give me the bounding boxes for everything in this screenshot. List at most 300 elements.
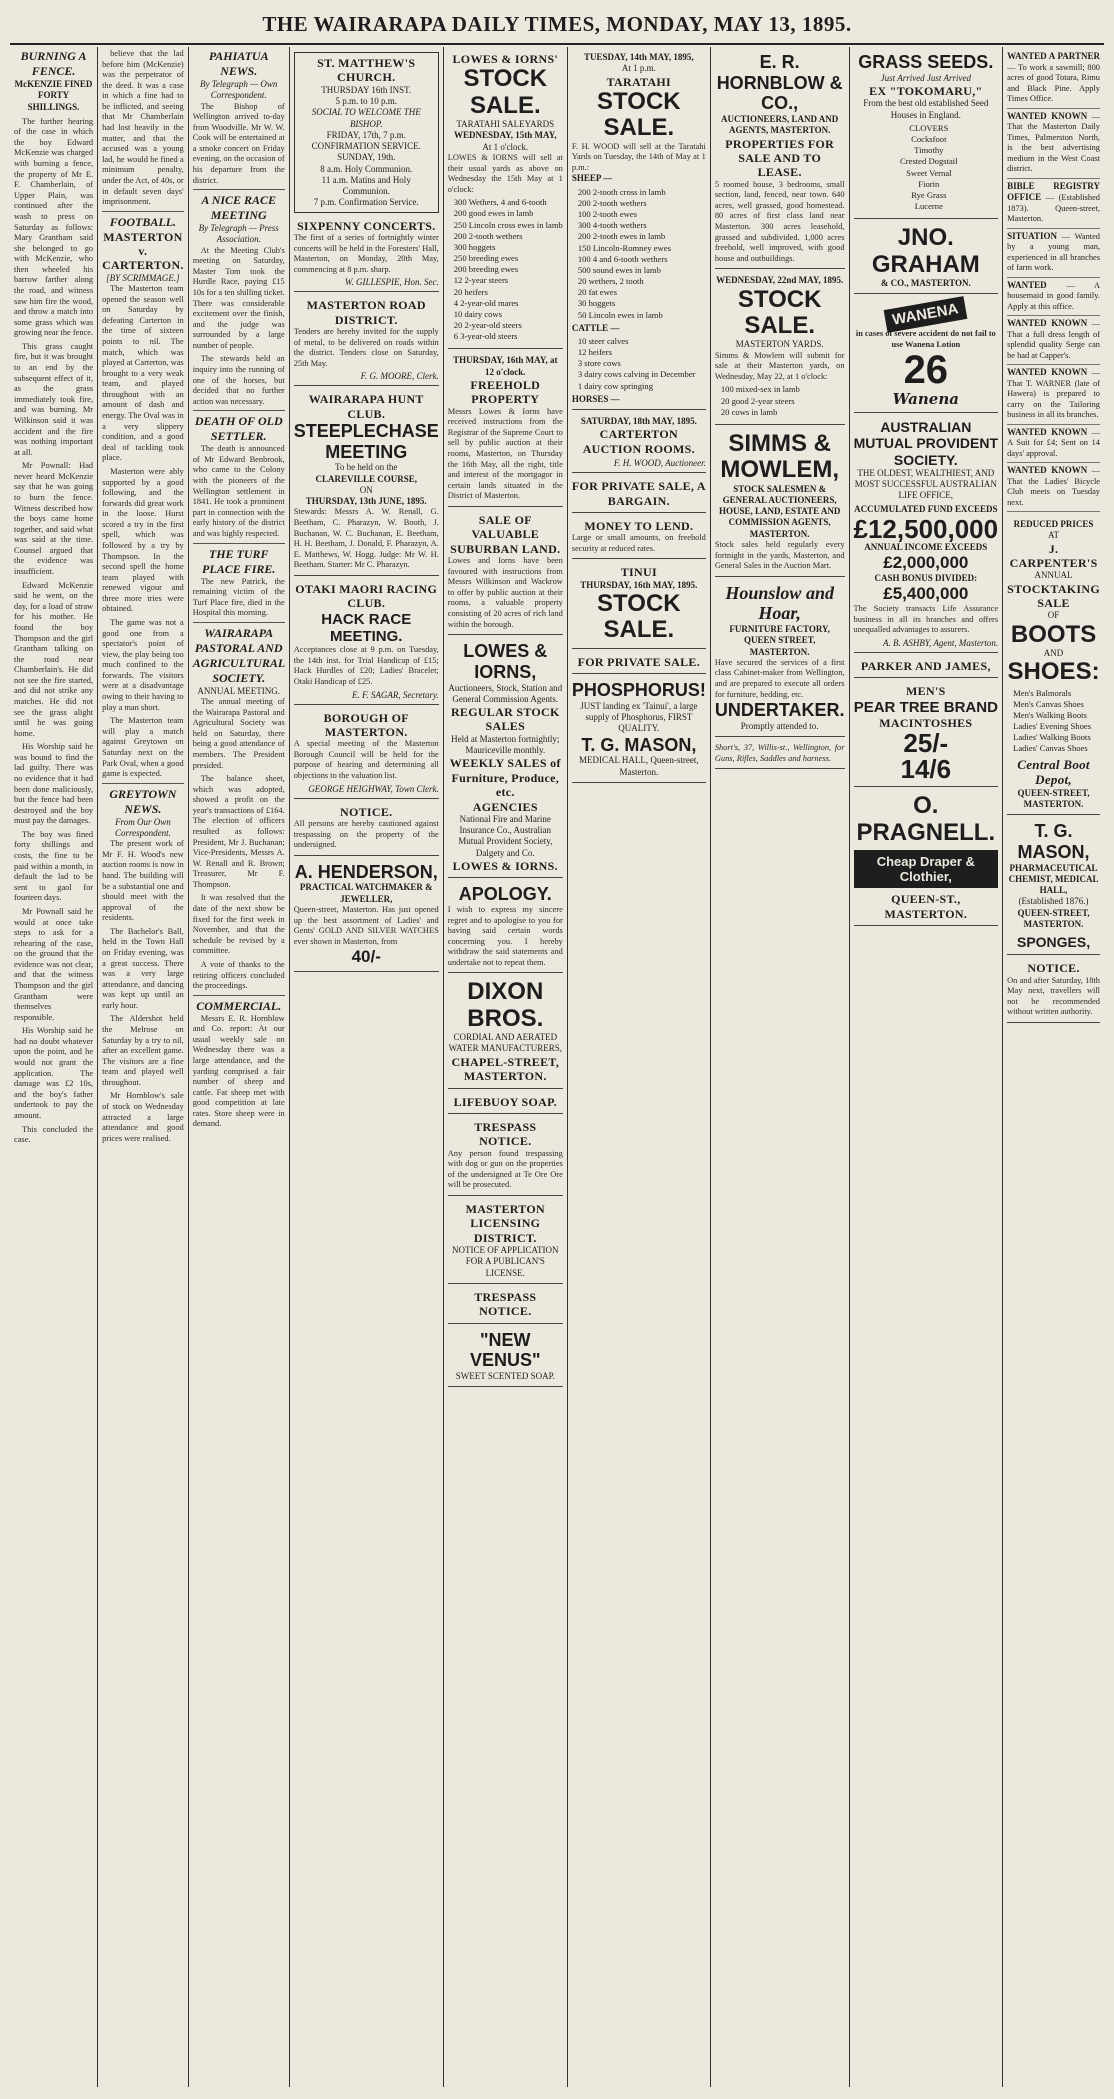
ad-line: ANNUAL <box>1034 570 1073 581</box>
paragraph: This concluded the case. <box>14 1124 94 1145</box>
ad-body: All persons are hereby cautioned against trespassing on the property of the undersigned. <box>293 819 439 850</box>
graham-ad <box>854 222 999 294</box>
paragraph: The new Patrick, the remaining victim of the Turf Place fire, died in the Hospital this morning. <box>192 576 285 618</box>
classified-text: To work a sawmill; 800 acres of good Totara, Rimu and Black Pine. Apply Times Office. <box>1007 62 1100 103</box>
pragnell-ad <box>854 790 999 926</box>
ad-line: At 1 p.m. <box>621 63 656 74</box>
paragraph: The stewards held an inquiry into the running of one of the horses, but decided that no further action was necessary. <box>192 354 285 406</box>
bonus-label: CASH BONUS DIVIDED: <box>874 572 978 583</box>
list-item: 100 mixed-sex in lamb <box>720 384 800 395</box>
ad-address: QUEEN-STREET, MASTERTON. <box>1017 907 1090 929</box>
classified-title: WANTED KNOWN <box>1007 318 1088 328</box>
ad-line: (Established 1876.) <box>1018 896 1089 907</box>
ag-body <box>193 697 285 992</box>
ad-title: MONEY TO LEND. <box>584 518 694 533</box>
ad-headline: HACK RACE MEETING. <box>321 610 412 645</box>
paragraph: Masterton were ably supported by a good following, and the forwards did great work in the loose. Hurst scored a try in the first spell, which was followed by a try by Thompson. In the second spell the home team played with renewed vigour and three more tries were obtained. <box>102 466 184 614</box>
article-title: BURNING A FENCE. <box>20 49 87 78</box>
paragraph: The Masterton team opened the season well on Saturday by defeating Carterton in the time of sixteen points to nil. The match, which was played at Carterton, was brought to a very weak team, and played throughout with an amount of dash and energy. The Oval was in a very slippery condition, and a good deal of tackling took place. <box>102 284 184 463</box>
ad-line: CLAREVILLE COURSE, <box>315 473 417 484</box>
ad-signature: F. H. WOOD, Auctioneer. <box>613 458 706 469</box>
classified-title: WANTED KNOWN <box>1007 110 1088 121</box>
ad-line: ON <box>359 484 373 495</box>
notice-line: 8 a.m. Holy Communion. <box>320 163 413 174</box>
ad-title: CARTERTON AUCTION ROOMS. <box>582 427 695 456</box>
classified-ad: BIBLE REGISTRY OFFICE — (Established 1873). Queen-street, Masterton. <box>1007 179 1100 229</box>
paragraph: believe that the lad before him (McKenzie) was the perpetrator of the deed. It was a case in which a fine had to be inflicted, and seeing that Mr Chamberlain had lost heavily in the matter, and that the accused was a young lad, he would be fined a minimum penalty, under the Act, of 40s, or in default seven days' imprisonment. <box>102 49 184 207</box>
pahiatua-body <box>193 102 285 187</box>
column-9 <box>1003 47 1104 2087</box>
list-item: 200 2-tooth wethers <box>453 230 523 241</box>
carterton-ad <box>572 413 706 473</box>
article-continued <box>102 49 184 208</box>
shoe-list <box>1013 688 1100 755</box>
ad-line: At 1 o'clock. <box>482 141 529 152</box>
divider <box>193 543 285 544</box>
classified-ad: WANTED KNOWN — That the Masterton Daily Times, Palmerston North, is the best advertising medium in the West Coast district. <box>1007 109 1100 179</box>
macintosh-ad <box>854 681 999 787</box>
paragraph: Messrs E. R. Hornblow and Co. report: At our usual weekly sale on Wednesday there was a large attendance, and the yarding comprised a fair number of sheep and cattle. Fat sheep met with good competition at late rates. Store sheep were in demand. <box>192 1013 285 1129</box>
column-7 <box>711 47 850 2087</box>
classified-text: That the Ladies' Bicycle Club meets on Tuesday next. <box>1007 476 1100 507</box>
paragraph: This grass caught fire, but it was brought to an end by the subsequent effect of it, as the grass immediately took fire, and was burning. Mr Wilkinson said it was accident and the fire was nothing important at all. <box>14 341 94 457</box>
ad-body: 5 roomed house, 3 bedrooms, small section, land, fenced, near town. 640 acres, well grassed, good homestead. 80 acres of first class land near Masterton. 300 acres leasehold, grassed and subdivided. 1,000 acres freehold, well improved, with good house and outbuildings. <box>714 179 845 263</box>
masthead-rule <box>10 43 1104 45</box>
licensing-ad <box>448 1199 563 1284</box>
phosphorus-ad <box>572 677 706 783</box>
notice-line: CONFIRMATION SERVICE. <box>311 141 421 152</box>
ad-title: MACINTOSHES <box>879 715 973 730</box>
ad-line: THURSDAY, 13th JUNE, 1895. <box>305 496 427 507</box>
ad-headline: T. G. MASON, <box>1017 821 1090 862</box>
list-item: 20 fat ewes <box>577 287 617 298</box>
ad-headline: PEAR TREE BRAND <box>853 698 998 716</box>
list-item: Cocksfoot <box>911 134 947 144</box>
ad-title: SIXPENNY CONCERTS. <box>296 218 436 233</box>
list-item: 300 Wethers, 4 and 6-tooth <box>453 197 547 208</box>
bonus-value: £5,400,000 <box>883 584 969 604</box>
list-item: 200 2-tooth cross in lamb <box>577 186 666 197</box>
paragraph: The balance sheet, which was adopted, showed a profit on the year's transactions of £164. The election of officers resulted as follows: President, Mr J. Buchanan; Vice-Presidents, Messrs A. W. Renall and R. Brown; Treasurer, Mr F. Thompson. <box>192 774 285 889</box>
ad-line: Held at Masterton fortnightly; Mauriceville monthly. <box>451 733 560 756</box>
ad-body: I wish to express my sincere regret and to apologise to you for having said certain words concerning you. I hereby withdraw the said statements and undertake not to repeat them. <box>447 904 563 967</box>
ad-line: National Fire and Marine Insurance Co., Australian Mutual Provident Society, Dalgety and Co. <box>458 813 553 858</box>
ad-subtitle: SWEET SCENTED SOAP. <box>455 1371 555 1382</box>
ad-address: QUEEN-ST., MASTERTON. <box>884 892 968 921</box>
paragraph: Mr Pownall: Had never heard McKenzie say that he was going to burn the fence. Witness described how the boys came home together, and said what was said at the time. Counsel argued that the evidence was insufficient. <box>14 461 94 577</box>
list-item: 12 heifers <box>577 347 612 358</box>
divider <box>102 211 184 212</box>
ad-subtitle: MASTERTON YARDS. <box>735 339 824 350</box>
list-item: Ladies' Walking Boots <box>1013 732 1091 743</box>
column-6 <box>568 47 711 2087</box>
ad-title: MEN'S <box>906 684 946 699</box>
seeds-list <box>860 123 999 212</box>
list-item: 30 hoggets <box>577 298 616 309</box>
ad-line: OF <box>1047 610 1060 621</box>
paragraph: The game was not a good one from a spectator's point of view, the play being too much confined to the forwards. The visitors were at a disadvantage owing to their having to play a man short. <box>102 618 184 712</box>
concerts-ad <box>294 216 439 293</box>
ad-body: Any person found trespassing with dog or gun on the properties of the undersigned at Te Ore Ore will be prosecuted. <box>447 1148 563 1190</box>
list-item: 12 2-year steers <box>453 275 509 286</box>
wanena-number: 26 <box>903 348 949 393</box>
ad-signature: LOWES & IORNS. <box>452 858 558 873</box>
grass-seeds-ad <box>854 49 999 219</box>
section-title: WAIRARAPA PASTORAL AND AGRICULTURAL SOCIETY. <box>192 625 286 685</box>
ad-headline: SPONGES, <box>1016 934 1091 951</box>
paragraph: The boy was fined forty shillings and costs, the fine to be paid within a month, in default the lad to be sent to gaol for fourteen days. <box>14 829 94 903</box>
shorts-ad <box>715 740 845 769</box>
ad-body: Have secured the services of a first class Cabinet-maker from Wellington, and are prepared to execute all orders for furniture, bedding, etc. <box>714 657 845 699</box>
income-label: ANNUAL INCOME EXCEEDS <box>864 541 988 552</box>
list-item: Fiorin <box>918 178 940 189</box>
classified-text: A Suit for £4; Sent on 14 days' approval. <box>1007 438 1100 458</box>
notice-line: 5 p.m. to 10 p.m. <box>335 96 397 107</box>
classified-ad: SITUATION — Wanted by a young man, experienced in all branches of farm work. <box>1007 229 1100 278</box>
ad-subtitle: PRACTICAL WATCHMAKER & JEWELLER, <box>299 882 433 904</box>
list-item: 1 dairy cow springing <box>577 380 654 391</box>
ad-signature: F. G. MOORE, Clerk. <box>360 371 439 382</box>
sheep-list <box>578 187 706 321</box>
ad-title: FOR PRIVATE SALE. <box>577 654 701 669</box>
ad-line: REDUCED PRICES <box>1013 519 1094 529</box>
ad-line: AT <box>1048 530 1060 541</box>
list-item: 20 good 2-year steers <box>720 395 795 406</box>
list-item: 20 wethers, 2 tooth <box>577 276 644 287</box>
classified-title: WANTED KNOWN <box>1007 465 1088 475</box>
list-item: 200 2-tooth wethers <box>577 197 647 208</box>
ad-body: Short's, 37, Willis-st., Wellington, for Guns, Rifles, Saddles and harness. <box>714 743 845 763</box>
ad-subtitle: Just Arrived Just Arrived <box>880 72 972 83</box>
ad-title: BOROUGH OF MASTERTON. <box>323 710 409 739</box>
ad-body: Large or small amounts, on freehold security at reduced rates. <box>571 533 706 553</box>
ad-body: Acceptances close at 9 p.m. on Tuesday, the 14th inst. for Trial Handicap of £15; Hack Hurdles of £20; Ladies' Bracelet; Otaki Handicap of £25. <box>293 645 439 686</box>
list-item: 200 breeding ewes <box>453 264 519 275</box>
ad-title: MASTERTON ROAD DISTRICT. <box>306 298 426 327</box>
notice-line: THURSDAY 16th INST. <box>321 84 412 95</box>
lifebuoy-ad <box>448 1092 563 1114</box>
section-byline: By Telegraph — Own Correspondent. <box>200 79 278 101</box>
ad-title: FOR PRIVATE SALE, A BARGAIN. <box>571 479 706 508</box>
dixon-ad <box>448 976 563 1088</box>
paragraph: A vote of thanks to the retiring officers concluded the proceedings. <box>192 959 285 991</box>
list-item: Men's Walking Boots <box>1013 709 1087 720</box>
list-item: Ladies' Evening Shoes <box>1013 721 1092 732</box>
parker-ad <box>854 656 999 678</box>
wood-stock-sale-ad <box>572 49 706 410</box>
ad-date: WEDNESDAY, 15th MAY, <box>453 130 557 141</box>
venus-soap-ad <box>448 1327 563 1388</box>
ad-address: QUEEN-STREET, MASTERTON. <box>1017 787 1090 810</box>
ad-headline: UNDERTAKER. <box>714 700 845 721</box>
ad-subtitle: THE OLDEST, WEALTHIEST, AND MOST SUCCESSFUL AUSTRALIAN LIFE OFFICE, <box>854 467 997 501</box>
tinui-ad <box>572 562 706 648</box>
section-subtitle: ANNUAL MEETING. <box>197 685 281 696</box>
list-item: 3 store cows <box>577 358 621 369</box>
divider <box>102 783 184 784</box>
ad-subtitle: MEDICAL HALL, Queen-street, Masterton. <box>579 755 699 777</box>
fund-label: ACCUMULATED FUND EXCEEDS <box>854 504 998 515</box>
ad-signature: GEORGE HEIGHWAY, Town Clerk. <box>308 783 439 794</box>
section-title: PAHIATUA NEWS. <box>208 49 269 78</box>
ad-signature: A. B. ASHBY, Agent, Masterton. <box>883 637 999 648</box>
masthead: THE WAIRARAPA DAILY TIMES, MONDAY, MAY 13, 1895. <box>262 12 852 36</box>
greytown-body <box>102 839 184 1144</box>
ad-body: Queen-street, Masterton. Has just opened up the best assortment of Ladies' and Gents' GOLD AND SILVER WATCHES ever shown in Masterton, from <box>293 904 439 946</box>
list-item: 200 good ewes in lamb <box>453 208 534 219</box>
ad-headline: STOCK SALE. <box>737 285 822 339</box>
ad-title: PROPERTIES FOR SALE AND TO LEASE. <box>725 136 835 180</box>
ad-line: NOTICE OF APPLICATION FOR A PUBLICAN'S LICENSE. <box>452 1245 559 1278</box>
paragraph: The death is announced of Mr Edward Benbrook, who came to the Colony with the pioneers of the Wellington settlement in 1841. He took a prominent part in connection with the early history of the district and was highly respected. <box>192 444 285 538</box>
notice-line: SOCIAL TO WELCOME THE BISHOP. <box>311 107 421 129</box>
list-item: 4 2-year-old mares <box>453 297 519 308</box>
ad-title: WAIRARAPA HUNT CLUB. <box>308 392 424 421</box>
section-title: GREYTOWN NEWS. <box>109 786 177 816</box>
borough-ad <box>294 708 439 799</box>
ad-subtitle: Auctioneers, Stock, Station and General Commission Agents. <box>448 682 563 704</box>
mason-chemist-ad <box>1007 818 1100 955</box>
list-item: Rye Grass <box>911 189 947 200</box>
list-item: Crested Dogstail <box>900 156 958 167</box>
ad-line: TARATAHI SALEYARDS <box>456 119 555 130</box>
ad-title: PARKER AND JAMES, <box>860 658 991 673</box>
stock-list <box>454 197 563 342</box>
ad-body: A special meeting of the Masterton Borough Council will be held for the purpose of hearing and determining all objections to the valuation list. <box>293 739 439 781</box>
death-body <box>193 444 285 539</box>
paragraph: The Masterton team will play a match against Greytown on Saturday next on the Park Oval, when a good game is expected. <box>102 716 184 779</box>
ad-headline: APOLOGY. <box>458 884 552 905</box>
list-item: Men's Balmorals <box>1013 687 1072 698</box>
match-byline: [BY SCRIMMAGE.] <box>106 272 180 283</box>
ad-headline: Hounslow and Hoar, <box>725 582 834 624</box>
price-label: 40/- <box>351 947 381 967</box>
stock-list <box>721 384 845 418</box>
ad-date: THURSDAY, 16th MAY, 1895. <box>580 579 698 590</box>
ad-headline: STOCK SALE. <box>597 87 681 142</box>
ad-subtitle: AUCTIONEERS, LAND AND AGENTS, MASTERTON. <box>721 114 839 136</box>
article-subtitle: McKENZIE FINED FORTY SHILLINGS. <box>14 79 93 112</box>
private-sale-ad-2 <box>572 652 706 674</box>
ad-headline: STOCK SALE. <box>463 65 548 119</box>
ad-headline: LOWES & IORNS, <box>463 641 548 682</box>
list-label: SHEEP — <box>571 173 613 184</box>
notice-line: 11 a.m. Matins and Holy Communion. <box>321 174 411 197</box>
divider <box>193 410 285 411</box>
classified-ad: WANTED KNOWN — That the Ladies' Bicycle Club meets on Tuesday next. <box>1007 463 1100 512</box>
wanena-stamp <box>854 300 999 329</box>
ad-headline: T. G. MASON, <box>581 734 697 755</box>
column-3 <box>189 47 290 2087</box>
trespass-ad-2 <box>448 1287 563 1324</box>
paragraph: Mr Pownall said he would at once take steps to ask for a rehearing of the case, on the ground that the evidence was not clear, and that the witness Thompson and the girl Grantham were themselves responsible. <box>14 906 94 1022</box>
ad-title: NOTICE. <box>1027 961 1080 976</box>
ad-title: TRESPASS NOTICE. <box>474 1289 537 1319</box>
ad-headline: GRASS SEEDS. <box>858 52 994 72</box>
private-sale-ad <box>572 476 706 513</box>
ad-headline: SIMMS & MOWLEM, <box>720 429 839 484</box>
ad-body: The Society transacts Life Assurance business in all its branches and offers unequalled advantages to assurers. <box>853 604 999 635</box>
ad-title: SALE OF VALUABLE SUBURBAN LAND. <box>450 512 561 556</box>
list-label: CATTLE — <box>571 322 620 333</box>
match-title: MASTERTON v. CARTERTON. <box>102 229 184 273</box>
ad-town: TINUI <box>620 565 657 580</box>
notice-ad <box>1007 958 1100 1023</box>
classified-text: That T. WARNER (late of Hawera) is prepared to carry on the Tailoring business in all its branches. <box>1007 378 1100 419</box>
column-2 <box>98 47 189 2087</box>
football-body <box>102 284 184 780</box>
ad-headline: SHOES: <box>1007 658 1100 686</box>
ad-headline: BOOTS <box>1010 620 1097 648</box>
section-title: DEATH OF OLD SETTLER. <box>194 414 283 444</box>
classified-text: That the Masterton Daily Times, Palmerston North, is the best advertising medium in the West Coast district. <box>1007 122 1100 173</box>
list-item: 250 Lincoln cross ewes in lamb <box>453 219 563 230</box>
notice-line: SUNDAY, 19th. <box>337 152 396 163</box>
ad-date: TUESDAY, 14th MAY, 1895, <box>583 52 694 62</box>
ad-title: OTAKI MAORI RACING CLUB. <box>295 581 438 611</box>
ad-signature: E. F. SAGAR, Secretary. <box>352 689 439 700</box>
column-8 <box>850 47 1004 2087</box>
ad-subtitle: FURNITURE FACTORY, QUEEN STREET, MASTERTON. <box>729 624 830 657</box>
list-item: Sweet Vernal <box>906 167 952 178</box>
ad-title: REGULAR STOCK SALES <box>450 705 560 734</box>
ad-subtitle: JUST landing ex 'Tainui', a large supply of Phosphorus, FIRST QUALITY. <box>580 700 698 734</box>
ad-firm: LOWES & IORNS' <box>452 52 559 66</box>
racing-club-ad <box>294 579 439 705</box>
section-title: A NICE RACE MEETING <box>201 193 277 223</box>
list-item: Ladies' Canvas Shoes <box>1013 743 1088 754</box>
simms-mowlem-ad <box>715 428 845 577</box>
ad-line: J. CARPENTER'S <box>1009 541 1098 570</box>
divider <box>193 189 285 190</box>
wanena-signature: Wanena <box>892 390 959 409</box>
list-item: Lucerne <box>914 201 943 212</box>
classified-title: WANTED A PARTNER <box>1007 51 1100 61</box>
lowes-iorns-ad <box>448 638 563 878</box>
trespass-ad <box>448 1117 563 1196</box>
ad-title: WEEKLY SALES of Furniture, Produce, etc. <box>449 756 561 800</box>
list-item: 20 heifers <box>453 286 488 297</box>
paragraph: The annual meeting of the Wairarapa Pastoral and Agricultural Society was held on Saturday, there being a good attendance of members. The President presided. <box>192 697 285 770</box>
ad-body: Lowes and Iorns have been favoured with instructions from Messrs Wilkinson and Wackrow to offer by public auction at their rooms, a valuable property consisting of 20 acres of rich land within the borough. <box>447 556 563 629</box>
cattle-list <box>578 336 706 392</box>
section-byline: From Our Own Correspondent. <box>114 816 171 838</box>
ad-address: CHAPEL-STREET, MASTERTON. <box>451 1054 560 1084</box>
ad-date: THURSDAY, 16th MAY, at 12 o'clock. <box>453 355 558 377</box>
ad-signature: W. GILLESPIE, Hon. Sec. <box>344 277 439 288</box>
list-item: 100 4 and 6-tooth wethers <box>577 253 668 264</box>
wanena-ribbon: WANENA <box>884 296 967 333</box>
hornblow-ad <box>715 49 845 269</box>
list-item: 100 2-tooth ewes <box>577 209 638 219</box>
paragraph: The further hearing of the case in which the boy Edward McKenzie was charged with burning a fence, the property of Mr E. F. Chamberlain, of Upper Plain, was continued after the wash to press on Saturday as follows: Mary Grantham said she belonged to go with McKenzie, who then wheeled his barrow farther along the road, and witness saw him fire the wood, and throw a match into some grass which was growing near the fence. <box>14 116 94 338</box>
classified-title: SITUATION <box>1007 230 1057 241</box>
income-value: £2,000,000 <box>883 552 969 572</box>
list-item: 200 2-tooth ewes in lamb <box>577 231 666 242</box>
church-notice <box>294 52 439 213</box>
ad-body: Stock sales held regularly every fortnight in the yards, Masterton, and General Sales in the Auction Mart. <box>714 539 845 571</box>
money-ad <box>572 516 706 560</box>
fund-value: £12,500,000 <box>853 513 999 544</box>
classified-title: BIBLE REGISTRY OFFICE <box>1007 180 1100 202</box>
paragraph: His Worship said he had no doubt whatever upon the point, and he would not grant the application. The damage was £2 10s, and the boy's father undertook to pay the amount. <box>14 1026 94 1120</box>
ad-body: The first of a series of fortnightly winter concerts will be held in the Foresters' Hall, Masterton, on Monday, 20th May, commencing at 8 p.m. sharp. <box>293 232 439 274</box>
classified-text: A housemaid in good family. Apply at this office. <box>1007 280 1100 311</box>
hounslow-ad <box>715 580 845 737</box>
ad-subtitle: & CO., MASTERTON. <box>880 277 971 288</box>
list-item: 10 steer calves <box>577 335 629 346</box>
ad-body: in cases of severe accident do not fail to use Wanena Lotion <box>855 329 996 349</box>
notice-ad <box>294 802 439 856</box>
list-item: 250 breeding ewes <box>453 253 519 264</box>
section-title: THE TURF PLACE FIRE. <box>202 546 276 576</box>
carpenter-ad <box>1007 516 1100 815</box>
henderson-ad <box>294 859 439 973</box>
race-body <box>193 246 285 408</box>
freehold-ad <box>448 352 563 506</box>
ad-line: Promptly attended to. <box>740 720 819 731</box>
ad-body: F. H. WOOD will sell at the Taratahi Yards on Tuesday, the 14th of May at 1 p.m.: <box>571 141 706 172</box>
list-item: 300 hoggets <box>453 241 496 252</box>
classified-title: WANTED KNOWN <box>1007 426 1088 437</box>
paragraph: The Bishop of Wellington arrived to-day from Woodville. Mr W. W. Cook will be entertained at a smoke concert on Friday evening, on the occasion of his departure from the district. <box>192 101 285 185</box>
wanena-ad <box>854 297 999 413</box>
ad-subtitle: STOCK SALESMEN & GENERAL AUCTIONEERS, HOUSE, LAND, ESTATE AND COMMISSION AGENTS, MASTERTON. <box>718 483 841 539</box>
list-item: Timothy <box>914 145 944 156</box>
ad-headline: STEEPLECHASE MEETING <box>293 421 439 462</box>
ad-line: From the best old established Seed Houses in England. <box>863 98 989 120</box>
list-item: 6 3-year-old steers <box>453 331 518 342</box>
classified-ad: WANTED KNOWN — That T. WARNER (late of Hawera) is prepared to carry on the Tailoring business in all its branches. <box>1007 365 1100 425</box>
divider <box>193 995 285 996</box>
classified-ad: WANTED KNOWN — A Suit for £4; Sent on 14 days' approval. <box>1007 425 1100 464</box>
ad-town: TARATAHI <box>606 74 672 89</box>
ad-body: On and after Saturday, 18th May next, travellers will not be recommended without written authority. <box>1007 975 1100 1017</box>
ad-title: LIFEBUOY SOAP. <box>453 1094 557 1109</box>
ad-body: Messrs Lowes & Iorns have received instructions from the Registrar of the Supreme Court to sell by public auction at their rooms, Masterton, on Thursday the 16th May, all the right, title and interest of the mortgagor in certain lands situated in the District of Masterton. <box>447 406 563 501</box>
suburban-land-ad <box>448 510 563 635</box>
classified-ad: WANTED KNOWN — That a full dress length of splendid quality Serge can be had at Capper's. <box>1007 316 1100 365</box>
ad-headline: "NEW VENUS" <box>470 1329 541 1371</box>
column-4 <box>290 47 444 2087</box>
section-byline: By Telegraph — Press Association. <box>198 223 279 245</box>
ad-line: STOCKTAKING SALE <box>1007 581 1100 610</box>
notice-line: FRIDAY, 17th, 7 p.m. <box>326 129 406 140</box>
list-item: 50 Lincoln ewes in lamb <box>577 309 663 320</box>
ad-headline: STOCK SALE. <box>597 590 681 644</box>
ad-date: WEDNESDAY, 22nd MAY, 1895. <box>716 275 844 286</box>
apology-ad <box>448 881 563 973</box>
turf-body <box>193 577 285 619</box>
ad-subtitle: PHARMACEUTICAL CHEMIST, MEDICAL HALL, <box>1008 862 1099 896</box>
classified-ad: WANTED — A housemaid in good family. Apply at this office. <box>1007 278 1100 317</box>
ad-title: NOTICE. <box>340 804 393 819</box>
list-label: HORSES — <box>571 393 620 404</box>
ad-headline: E. R. HORNBLOW & CO., <box>716 52 843 114</box>
ad-date: SATURDAY, 18th MAY, 1895. <box>580 416 697 427</box>
classified-text: Wanted by a young man, experienced in all branches of farm work. <box>1007 231 1100 272</box>
list-item: 20 cows in lamb <box>720 406 778 417</box>
ad-title: FREEHOLD PROPERTY <box>470 377 541 407</box>
ad-headline: PHOSPHORUS! <box>571 680 706 701</box>
ad-title: TRESPASS NOTICE. <box>474 1119 537 1149</box>
list-item: 20 2-year-old steers <box>453 320 522 331</box>
hunt-club-ad <box>294 389 439 576</box>
ad-line: To be held on the <box>335 462 398 473</box>
list-item: 10 dairy cows <box>453 308 502 319</box>
ad-headline: JNO. GRAHAM <box>871 224 980 278</box>
ad-headline: O. PRAGNELL. <box>856 792 996 846</box>
